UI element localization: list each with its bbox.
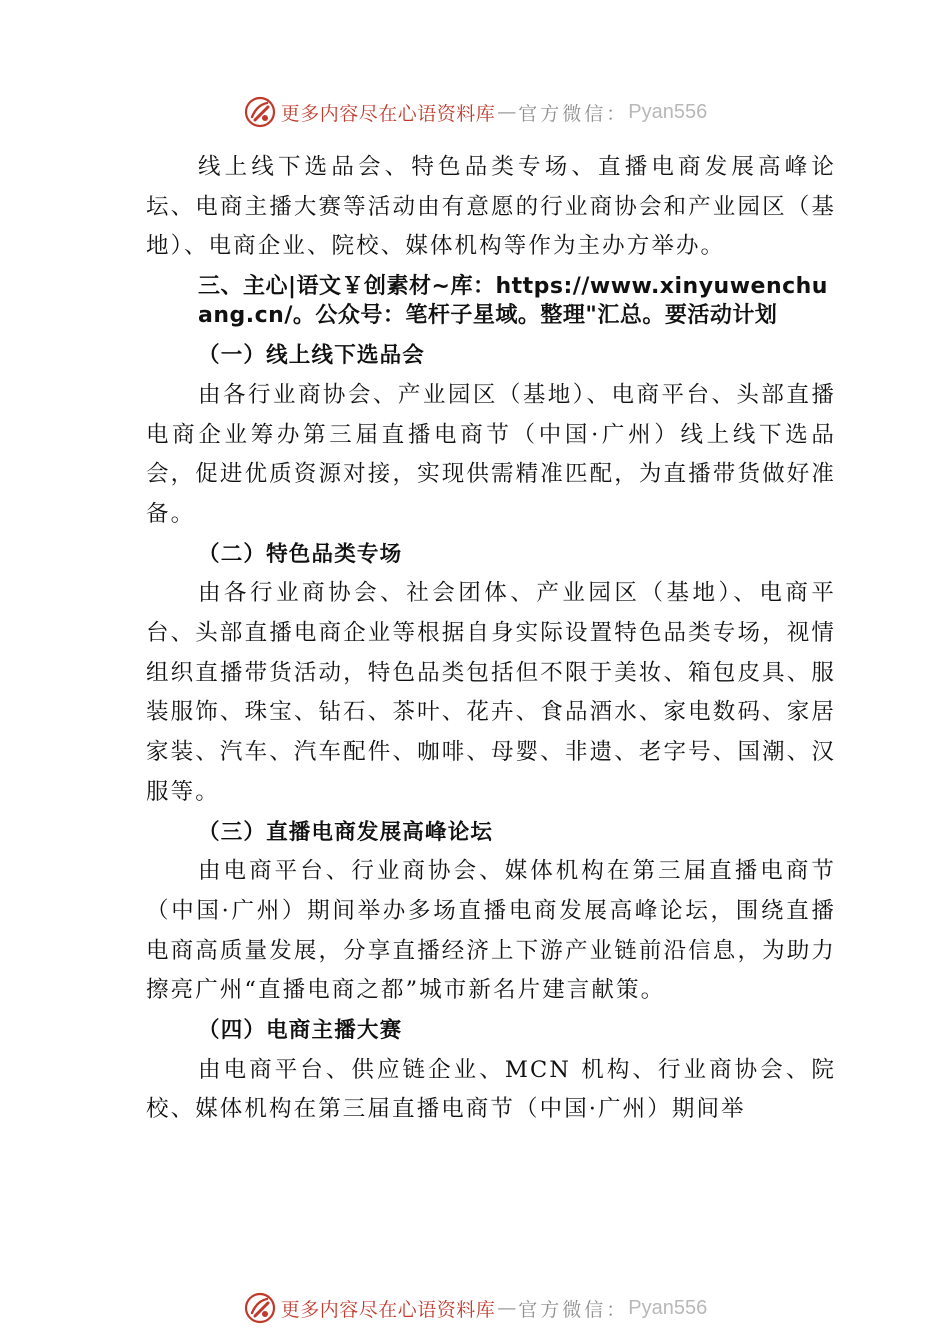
subsection-3-body: 由电商平台、行业商协会、媒体机构在第三届直播电商节（中国·广州）期间举办多场直播电商发展高峰论坛，围绕直播电商高质量发展，分享直播经济上下游产业链前沿信息，为助力擦亮广州“直播电商之都”城市新名片建言献策。 bbox=[146, 858, 836, 1004]
header-wechat-id: Pyan556 bbox=[628, 100, 708, 123]
footer-wechat-id: Pyan556 bbox=[628, 1296, 708, 1319]
subsection-4-title: （四）电商主播大赛 bbox=[198, 1018, 403, 1044]
document-body bbox=[146, 148, 836, 1130]
subsection-1-title: （一）线上线下选品会 bbox=[198, 343, 426, 369]
subsection-2-body: 由各行业商协会、社会团体、产业园区（基地）、电商平台、头部直播电商企业等根据自身实际设置特色品类专场，视情组织直播带货活动，特色品类包括但不限于美妆、箱包皮具、服装服饰、珠宝、钻石、茶叶、花卉、食品酒水、家电数码、家居家装、汽车、汽车配件、咖啡、母婴、非遗、老字号、国潮、汉服等。 bbox=[146, 580, 836, 805]
footer-banner bbox=[0, 1288, 950, 1328]
footer-brand-text: 更多内容尽在心语资料库 bbox=[280, 1298, 496, 1321]
section-3-heading: 三、主心|语文￥创素材~库：https://www.xinyuwenchuang.cn/。公众号：笔杆子星域。整理"汇总。要活动计划 bbox=[198, 274, 828, 329]
subsection-1-body: 由各行业商协会、产业园区（基地）、电商平台、头部直播电商企业筹办第三届直播电商节（中国·广州）线上线下选品会，促进优质资源对接，实现供需精准匹配，为直播带货做好准备。 bbox=[146, 381, 836, 527]
header-brand-text: 更多内容尽在心语资料库 bbox=[280, 102, 496, 125]
brand-logo-icon bbox=[243, 95, 277, 129]
subsection-3-title: （三）直播电商发展高峰论坛 bbox=[198, 819, 494, 845]
subsection-2-title: （二）特色品类专场 bbox=[198, 541, 403, 567]
footer-separator: — bbox=[497, 1297, 517, 1319]
footer-wechat-label: 官方微信： bbox=[518, 1298, 629, 1321]
brand-logo-icon bbox=[243, 1291, 277, 1325]
header-separator: — bbox=[497, 101, 517, 123]
subsection-4-body: 由电商平台、供应链企业、MCN 机构、行业商协会、院校、媒体机构在第三届直播电商节（中国·广州）期间举 bbox=[146, 1056, 836, 1123]
intro-paragraph: 线上线下选品会、特色品类专场、直播电商发展高峰论坛、电商主播大赛等活动由有意愿的行业商协会和产业园区（基地）、电商企业、院校、媒体机构等作为主办方举办。 bbox=[146, 154, 836, 260]
header-wechat-label: 官方微信： bbox=[518, 102, 629, 125]
header-banner bbox=[0, 92, 950, 132]
